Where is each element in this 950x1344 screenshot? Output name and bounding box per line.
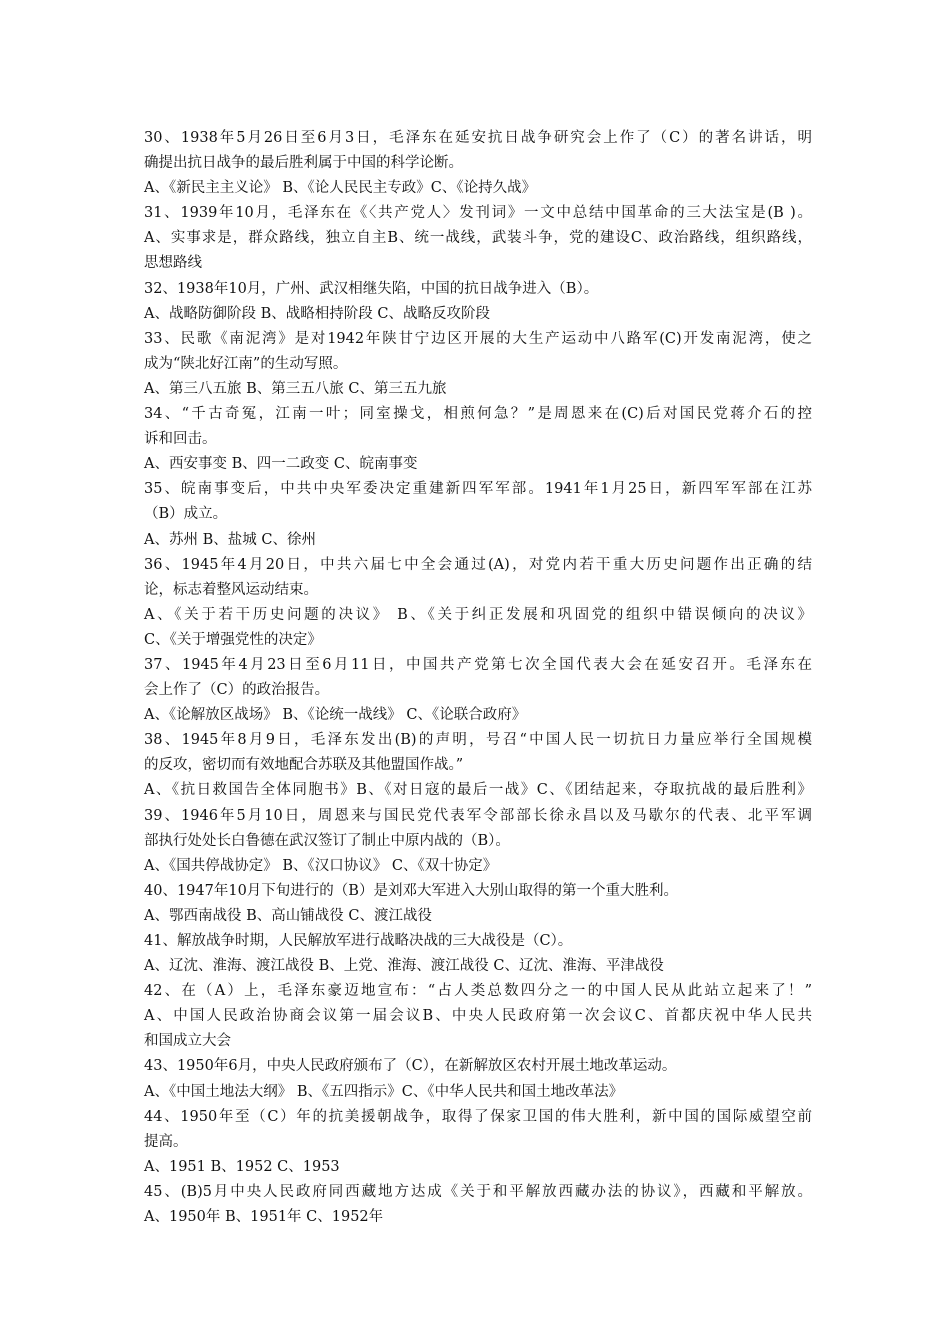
text-line: A、《中国土地法大纲》 B、《五四指示》C、《中华人民共和国土地改革法》 <box>144 1083 624 1100</box>
text-line: A、《论解放区战场》 B、《论统一战线》 C、《论联合政府》 <box>144 707 527 724</box>
text-line: 36、1945年4月20日，中共六届七中全会通过(A)，对党内若干重大历史问题作出正确的结 <box>144 556 812 573</box>
text-line: 32、1938年10月，广州、武汉相继失陷，中国的抗日战争进入（B）。 <box>144 280 599 297</box>
text-line: 44、1950年至（C）年的抗美援朝战争，取得了保家卫国的伟大胜利，新中国的国际威望空前 <box>144 1108 812 1125</box>
text-line: 45、(B)5月中央人民政府同西藏地方达成《关于和平解放西藏办法的协议》，西藏和平解放。 <box>144 1183 812 1200</box>
text-line: 43、1950年6月，中央人民政府颁布了（C），在新解放区农村开展土地改革运动。 <box>144 1058 677 1075</box>
text-line: A、《新民主主义论》 B、《论人民民主专政》C、《论持久战》 <box>144 180 537 197</box>
text-line: A、实事求是，群众路线，独立自主B、统一战线，武装斗争，党的建设C、政治路线，组织路线， <box>144 230 812 247</box>
text-line: C、《关于增强党性的决定》 <box>144 631 322 648</box>
text-line: 提高。 <box>144 1133 188 1150</box>
text-line: A、鄂西南战役 B、高山铺战役 C、渡江战役 <box>144 907 432 924</box>
text-line: 30、1938年5月26日至6月3日，毛泽东在延安抗日战争研究会上作了（C）的著名讲话，明 <box>144 130 812 146</box>
text-line: A、第三八五旅 B、第三五八旅 C、第三五九旅 <box>144 380 447 397</box>
text-line: A、1951 B、1952 C、1953 <box>144 1158 340 1175</box>
text-line: 34、“千古奇冤，江南一叶；同室操戈，相煎何急？”是周恩来在(C)后对国民党蒋介石的控 <box>144 406 812 423</box>
text-line: A、辽沈、淮海、渡江战役 B、上党、淮海、渡江战役 C、辽沈、淮海、平津战役 <box>144 958 664 975</box>
text-line: A、中国人民政治协商会议第一届会议B、中央人民政府第一次会议C、首都庆祝中华人民共 <box>144 1008 812 1025</box>
text-line: A、1950年 B、1951年 C、1952年 <box>144 1209 384 1226</box>
text-line: 论，标志着整风运动结束。 <box>144 581 318 598</box>
text-line: 部执行处处长白鲁德在武汉签订了制止中原内战的（B）。 <box>144 832 510 849</box>
text-line: A、《国共停战协定》 B、《汉口协议》 C、《双十协定》 <box>144 857 498 874</box>
text-line: 42、在（A）上，毛泽东豪迈地宣布：“占人类总数四分之一的中国人民从此站立起来了！” <box>144 983 812 1000</box>
text-line: 35、皖南事变后，中共中央军委决定重建新四军军部。1941年1月25日，新四军军部在江苏 <box>144 481 812 498</box>
text-line: A、苏州 B、盐城 C、徐州 <box>144 531 316 548</box>
text-line: 41、解放战争时期，人民解放军进行战略决战的三大战役是（C）。 <box>144 933 573 949</box>
text-line: 37、1945年4月23日至6月11日，中国共产党第七次全国代表大会在延安召开。毛泽东在 <box>144 656 812 673</box>
text-line: 39、1946年5月10日，周恩来与国民党代表军令部部长徐永昌以及马歇尔的代表、北平军调 <box>144 807 812 824</box>
text-line: A、战略防御阶段 B、战略相持阶段 C、战略反攻阶段 <box>144 305 490 322</box>
text-line: 40、1947年10月下旬进行的（B）是刘邓大军进入大别山取得的第一个重大胜利。 <box>144 882 678 899</box>
text-line: 的反攻，密切而有效地配合苏联及其他盟国作战。” <box>144 757 464 774</box>
text-line: A、西安事变 B、四一二政变 C、皖南事变 <box>144 456 418 473</box>
text-line: 33、民歌《南泥湾》是对1942年陕甘宁边区开展的大生产运动中八路军(C)开发南泥湾，使之 <box>144 330 812 347</box>
text-line: 成为“陕北好江南”的生动写照。 <box>144 355 348 372</box>
question-text-block <box>144 126 812 1230</box>
text-line: 会上作了（C）的政治报告。 <box>144 682 330 699</box>
text-line: A、《关于若干历史问题的决议》 B、《关于纠正发展和巩固党的组织中错误倾向的决议》 <box>144 606 812 623</box>
text-line: 诉和回击。 <box>144 431 217 448</box>
text-line: 思想路线 <box>144 255 202 272</box>
text-line: 确提出抗日战争的最后胜利属于中国的科学论断。 <box>144 155 463 172</box>
text-line: 38、1945年8月9日，毛泽东发出(B)的声明，号召“中国人民一切抗日力量应举行全国规模 <box>144 732 812 749</box>
text-line: 31、1939年10月，毛泽东在《〈共产党人〉发刊词》一文中总结中国革命的三大法宝是(B )。 <box>144 205 812 222</box>
text-line: A、《抗日救国告全体同胞书》B、《对日寇的最后一战》C、《团结起来，夺取抗战的最后胜利》 <box>144 782 812 799</box>
text-line: （B）成立。 <box>144 506 228 523</box>
text-line: 和国成立大会 <box>144 1033 231 1050</box>
